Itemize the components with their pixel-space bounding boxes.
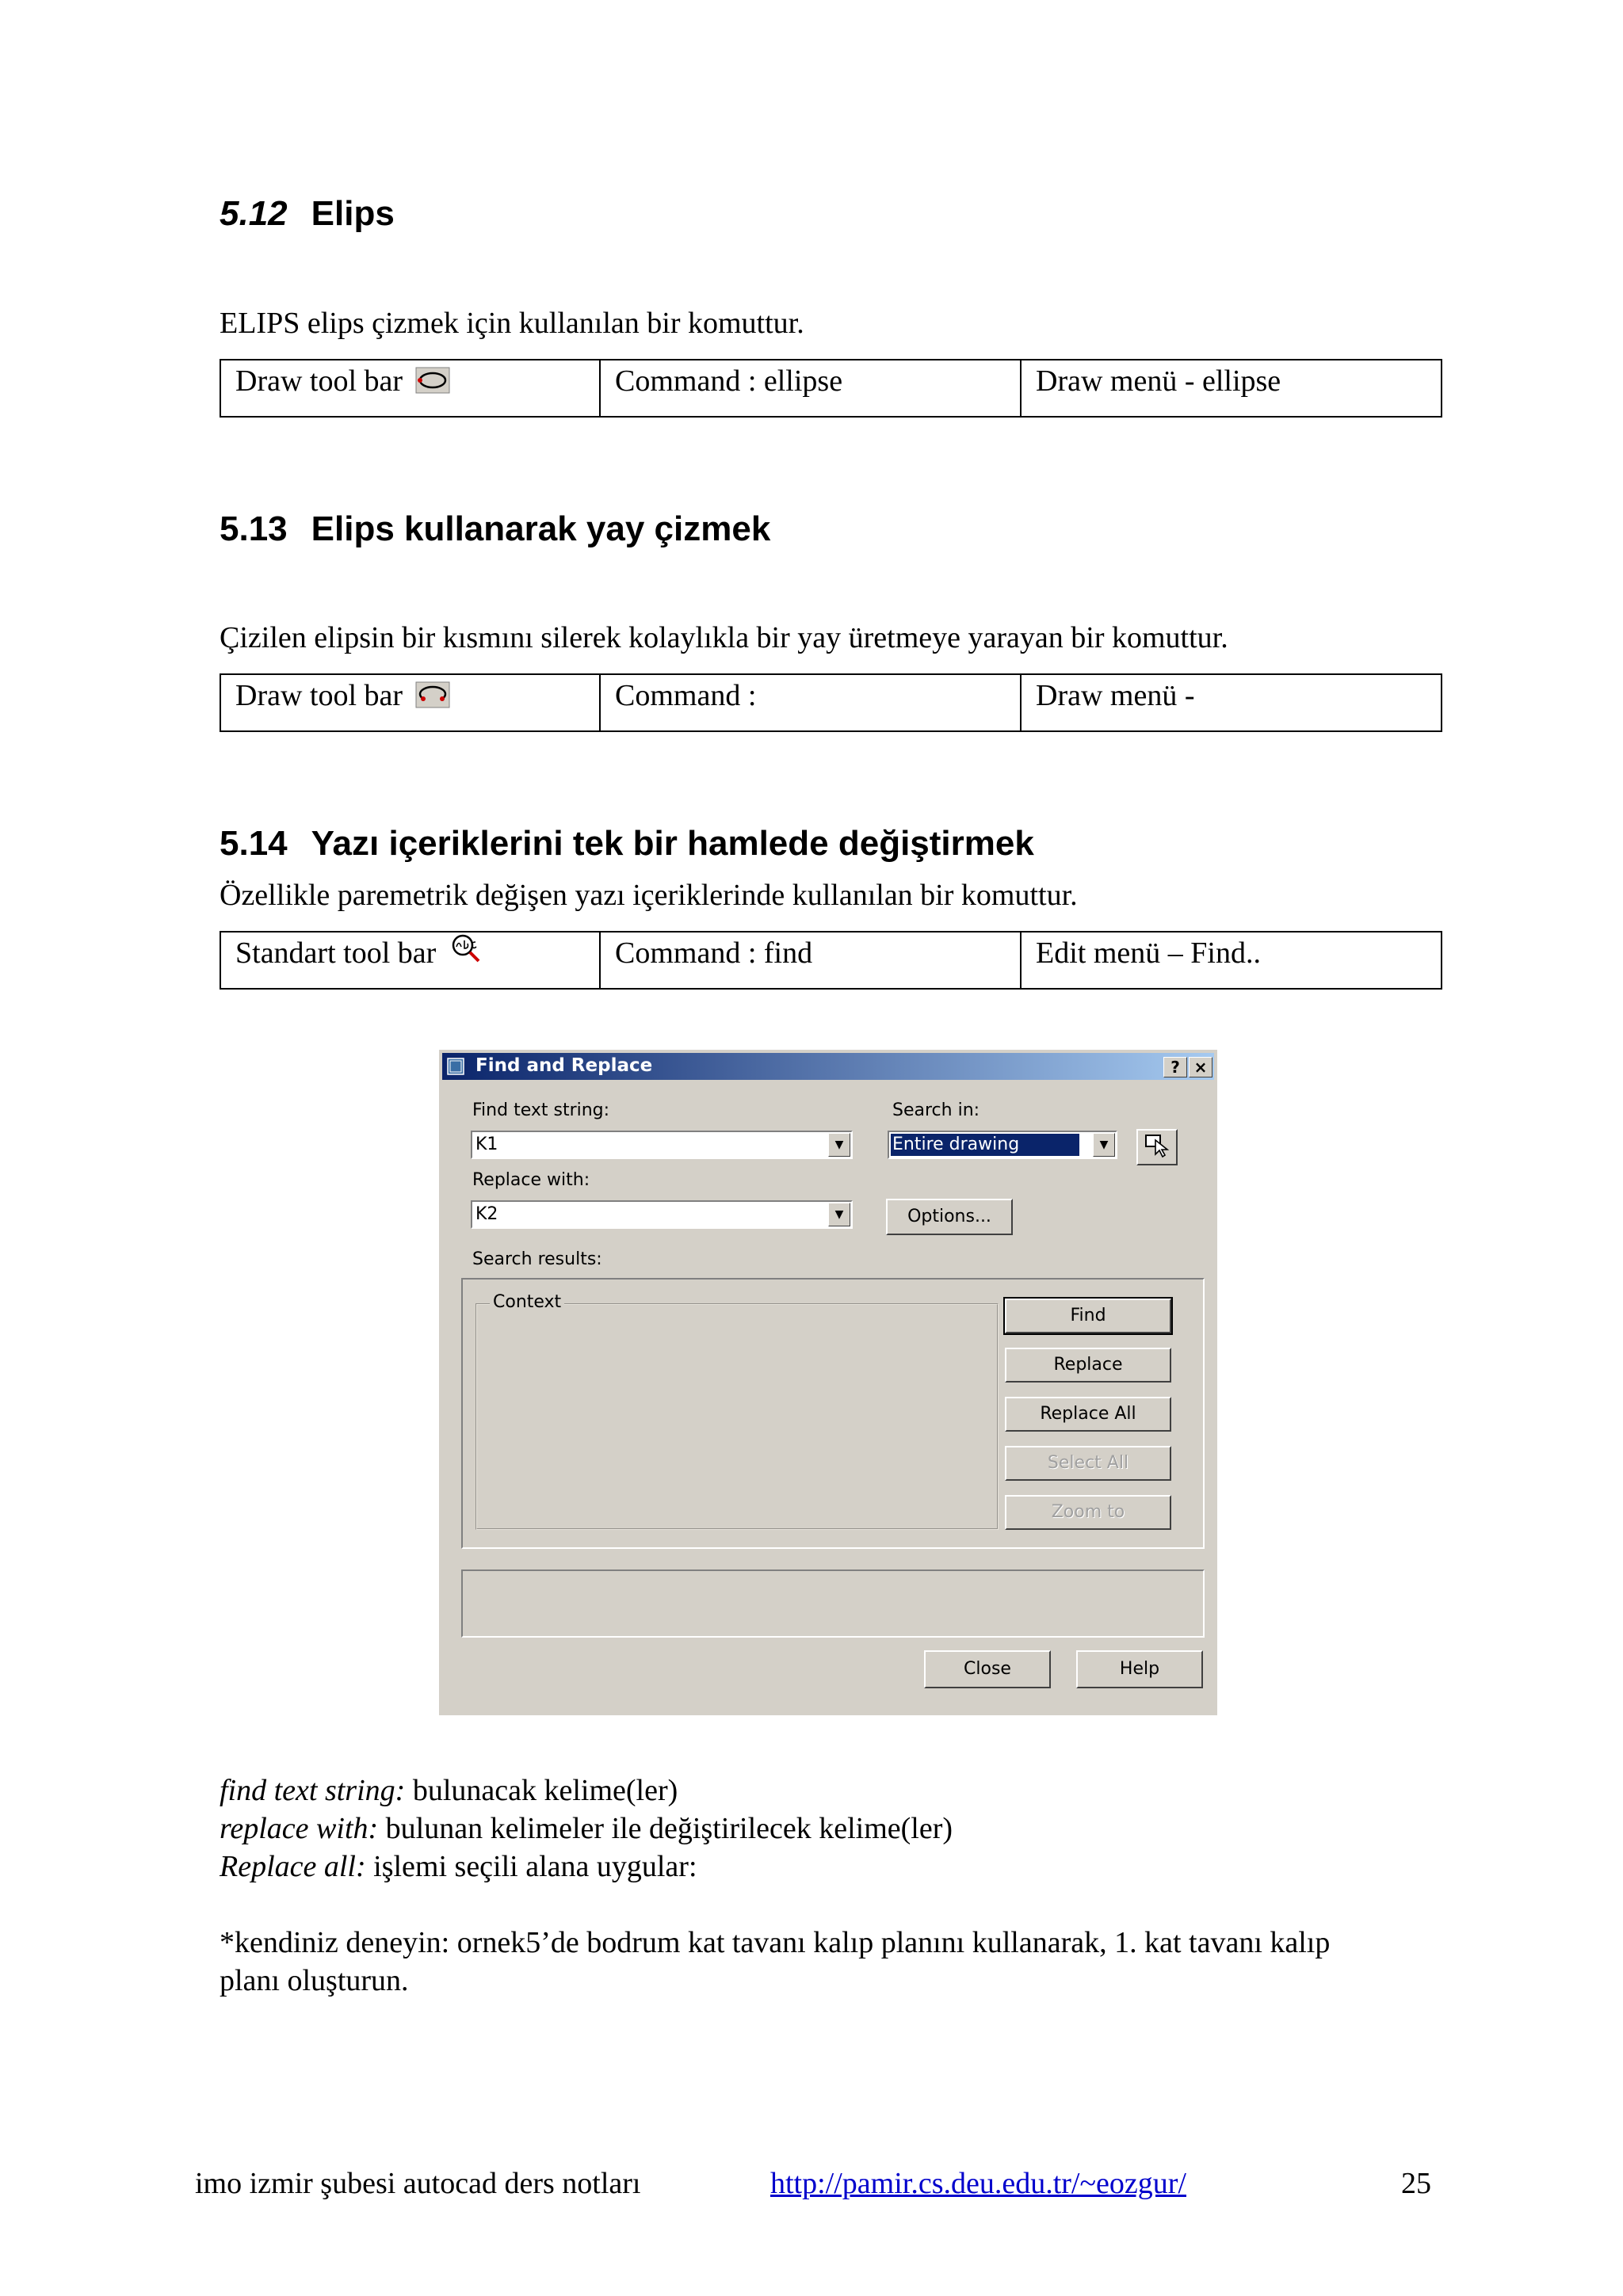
definition-text: işlemi seçili alana uygular: bbox=[365, 1850, 697, 1883]
help-question-icon[interactable]: ? bbox=[1163, 1057, 1187, 1077]
section-description: Çizilen elipsin bir kısmını silerek kolaylıkla bir yay üretmeye yarayan bir komuttur. bbox=[220, 621, 1228, 654]
section-title: Yazı içeriklerini tek bir hamlede değiştirmek bbox=[311, 824, 1034, 863]
select-all-button[interactable]: Select All bbox=[1005, 1446, 1171, 1481]
menu-cell: Draw menü - ellipse bbox=[1021, 360, 1442, 417]
command-cell: Command : bbox=[600, 674, 1021, 731]
replace-with-label: Replace with: bbox=[472, 1170, 590, 1190]
definition-replace bbox=[220, 1810, 953, 1848]
section-number: 5.12 bbox=[220, 194, 288, 233]
find-button[interactable]: Find bbox=[1005, 1299, 1171, 1333]
search-results-label: Search results: bbox=[472, 1249, 602, 1269]
find-text-label: Find text string: bbox=[472, 1100, 610, 1120]
toolbar-label: Draw tool bar bbox=[235, 679, 403, 712]
close-button[interactable]: Close bbox=[924, 1650, 1051, 1688]
toolbar-cell bbox=[220, 674, 600, 731]
menu-cell: Edit menü – Find.. bbox=[1021, 932, 1442, 989]
section-description: Özellikle paremetrik değişen yazı içeriklerinde kullanılan bir komuttur. bbox=[220, 879, 1078, 912]
dialog-titlebar[interactable] bbox=[442, 1053, 1214, 1080]
command-cell: Command : find bbox=[600, 932, 1021, 989]
find-text-value: K1 bbox=[475, 1135, 498, 1154]
toolbar-label: Standart tool bar bbox=[235, 936, 437, 970]
menu-cell: Draw menü - bbox=[1021, 674, 1442, 731]
section-heading-5-14 bbox=[220, 824, 1034, 864]
help-button[interactable]: Help bbox=[1076, 1650, 1203, 1688]
definition-text: bulunacak kelime(ler) bbox=[405, 1774, 678, 1807]
section-heading-5-13 bbox=[220, 509, 770, 549]
search-in-value: Entire drawing bbox=[891, 1134, 1079, 1156]
exercise-line-1: *kendiniz deneyin: ornek5’de bodrum kat tavanı kalıp planını kullanarak, 1. kat tavanı kalıp bbox=[220, 1926, 1331, 1959]
replace-button[interactable]: Replace bbox=[1005, 1348, 1171, 1383]
definition-term: find text string: bbox=[220, 1774, 406, 1807]
toolbar-cell bbox=[220, 932, 600, 989]
close-icon[interactable]: × bbox=[1189, 1057, 1212, 1077]
chevron-down-icon[interactable]: ▼ bbox=[828, 1203, 850, 1226]
status-field bbox=[461, 1569, 1205, 1638]
replace-with-value: K2 bbox=[475, 1204, 498, 1224]
chevron-down-icon[interactable]: ▼ bbox=[1093, 1133, 1115, 1157]
search-in-label: Search in: bbox=[892, 1100, 980, 1120]
section-title: Elips kullanarak yay çizmek bbox=[311, 509, 771, 548]
find-text-combo[interactable] bbox=[471, 1131, 853, 1159]
find-replace-dialog bbox=[439, 1050, 1217, 1715]
definition-find bbox=[220, 1772, 678, 1810]
replace-with-combo[interactable] bbox=[471, 1200, 853, 1229]
command-table-ellipse-arc bbox=[220, 673, 1442, 732]
options-button[interactable]: Options... bbox=[886, 1199, 1013, 1235]
toolbar-label: Draw tool bar bbox=[235, 364, 403, 398]
section-heading-5-12 bbox=[220, 194, 395, 234]
toolbar-cell bbox=[220, 360, 600, 417]
zoom-to-button[interactable]: Zoom to bbox=[1005, 1495, 1171, 1530]
chevron-down-icon[interactable]: ▼ bbox=[828, 1133, 850, 1157]
definition-term: Replace all: bbox=[220, 1850, 366, 1883]
section-number: 5.14 bbox=[220, 824, 288, 863]
section-description: ELIPS elips çizmek için kullanılan bir komuttur. bbox=[220, 307, 804, 340]
definition-text: bulunan kelimeler ile değiştirilecek kelime(ler) bbox=[378, 1812, 953, 1845]
search-in-combo[interactable] bbox=[888, 1131, 1117, 1159]
replace-all-button[interactable]: Replace All bbox=[1005, 1397, 1171, 1432]
command-cell: Command : ellipse bbox=[600, 360, 1021, 417]
footer-link[interactable]: http://pamir.cs.deu.edu.tr/~eozgur/ bbox=[770, 2167, 1186, 2200]
context-groupbox bbox=[475, 1292, 999, 1530]
exercise-line-2: planı oluşturun. bbox=[220, 1964, 409, 1997]
footer-left: imo izmir şubesi autocad ders notları bbox=[195, 2167, 641, 2200]
ellipse-icon bbox=[415, 364, 450, 405]
search-results-panel bbox=[461, 1278, 1205, 1549]
footer-link-wrap bbox=[770, 2166, 1186, 2201]
page-number: 25 bbox=[1401, 2167, 1431, 2200]
find-text-icon bbox=[449, 933, 483, 975]
definition-term: replace with: bbox=[220, 1812, 379, 1845]
definition-replace-all bbox=[220, 1848, 697, 1886]
command-table-ellipse bbox=[220, 359, 1442, 418]
select-objects-icon bbox=[1143, 1142, 1171, 1162]
section-title: Elips bbox=[311, 194, 395, 233]
command-table-find bbox=[220, 931, 1442, 990]
autocad-app-icon bbox=[447, 1058, 464, 1075]
dialog-title: Find and Replace bbox=[475, 1055, 653, 1076]
ellipse-arc-icon bbox=[415, 678, 450, 719]
select-objects-button[interactable] bbox=[1136, 1129, 1178, 1165]
section-number: 5.13 bbox=[220, 509, 288, 548]
context-label: Context bbox=[490, 1292, 564, 1312]
